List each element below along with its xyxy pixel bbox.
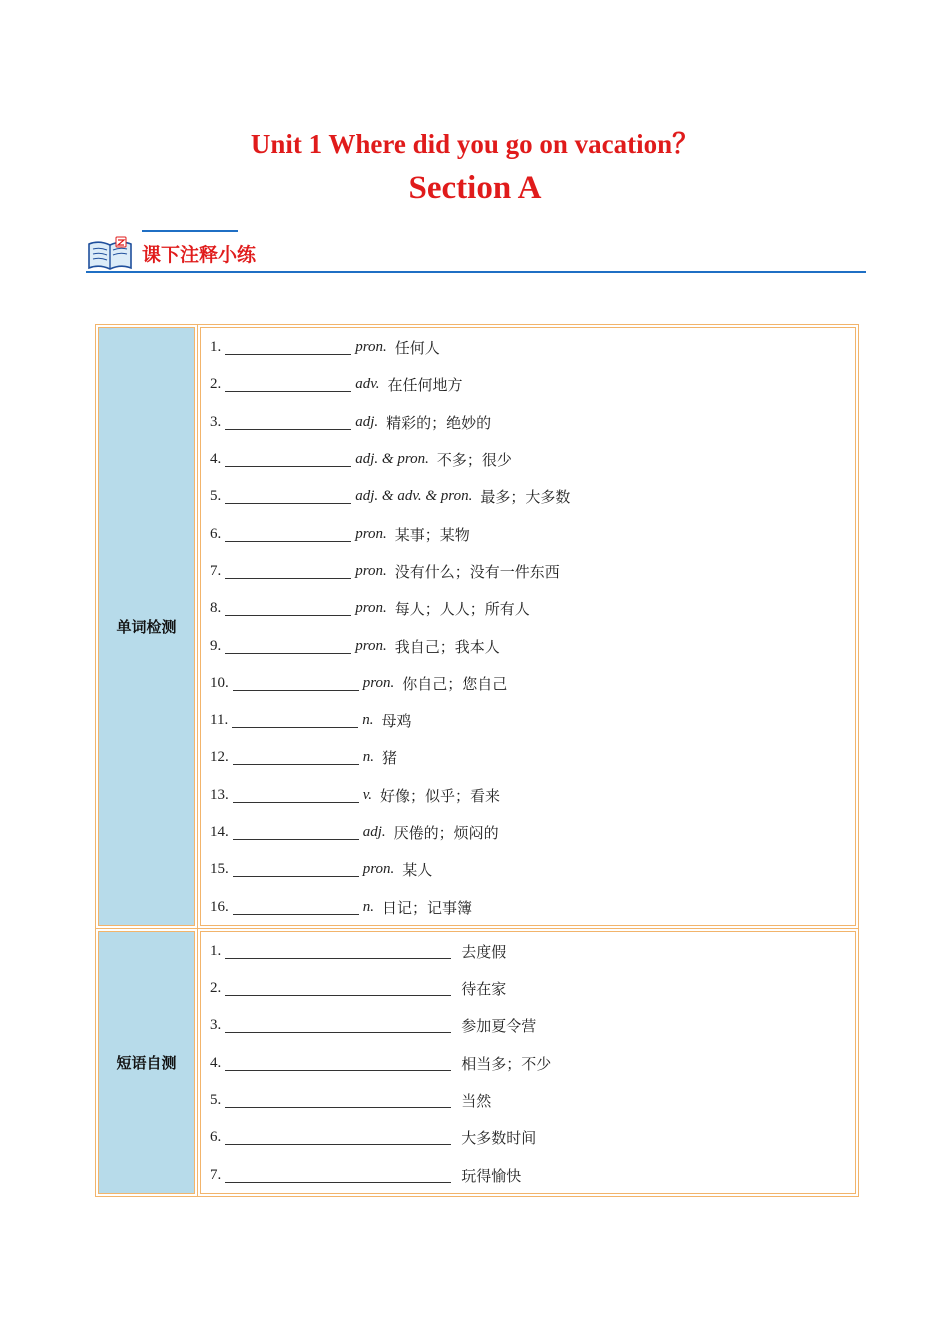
phrase-item xyxy=(210,933,858,970)
vocab-heading: 单词检测 xyxy=(96,325,198,928)
vocab-item xyxy=(210,814,858,851)
phrase-item xyxy=(210,1045,858,1082)
section-title: Section A xyxy=(408,170,542,206)
section-header xyxy=(86,228,866,276)
item-number: 5. xyxy=(210,1092,222,1109)
answer-blank[interactable] xyxy=(225,639,351,654)
item-number: 16. xyxy=(210,898,229,915)
item-number: 13. xyxy=(210,786,229,803)
meaning: 每人；人人；所有人 xyxy=(394,600,530,619)
phrase-item xyxy=(210,1157,858,1194)
meaning: 你自己；您自己 xyxy=(402,674,508,693)
meaning: 任何人 xyxy=(394,339,440,358)
item-number: 2. xyxy=(210,376,222,393)
item-number: 7. xyxy=(210,1166,222,1183)
part-of-speech: adj. xyxy=(362,824,386,840)
part-of-speech: n. xyxy=(362,898,374,915)
meaning: 相当多；不少 xyxy=(461,1054,552,1073)
answer-blank[interactable] xyxy=(233,750,359,765)
item-number: 4. xyxy=(210,451,222,468)
meaning: 没有什么；没有一件东西 xyxy=(394,562,560,581)
vocab-item xyxy=(210,665,858,702)
answer-blank[interactable] xyxy=(225,944,451,959)
item-number: 3. xyxy=(210,1017,222,1034)
open-book-icon xyxy=(86,234,134,272)
phrase-heading: 短语自测 xyxy=(96,929,198,1196)
answer-blank[interactable] xyxy=(225,1168,451,1183)
answer-blank[interactable] xyxy=(225,1093,451,1108)
phrase-item xyxy=(210,1119,858,1156)
part-of-speech: pron. xyxy=(362,861,395,878)
item-number: 6. xyxy=(210,525,222,542)
part-of-speech: pron. xyxy=(355,637,387,654)
vocab-item xyxy=(210,851,858,888)
answer-blank[interactable] xyxy=(225,452,351,467)
answer-blank[interactable] xyxy=(233,788,359,803)
vocab-item xyxy=(210,739,858,776)
answer-blank[interactable] xyxy=(225,489,351,504)
phrase-item xyxy=(210,970,858,1007)
answer-blank[interactable] xyxy=(225,1056,451,1071)
header-divider xyxy=(86,271,866,273)
meaning: 精彩的；绝妙的 xyxy=(386,413,492,432)
meaning: 不多；很少 xyxy=(436,451,512,470)
vocab-item xyxy=(210,590,858,627)
item-number: 5. xyxy=(210,488,222,505)
exercise-table xyxy=(95,324,859,1197)
meaning: 参加夏令营 xyxy=(461,1017,537,1036)
meaning: 去度假 xyxy=(461,942,507,961)
item-number: 6. xyxy=(210,1129,222,1146)
item-number: 1. xyxy=(210,339,222,356)
item-number: 3. xyxy=(210,413,222,430)
vocab-item xyxy=(210,404,858,441)
item-number: 11. xyxy=(210,712,229,729)
meaning: 厌倦的；烦闷的 xyxy=(393,824,499,842)
part-of-speech: adv. xyxy=(355,376,380,393)
item-number: 7. xyxy=(210,562,222,579)
vocab-item xyxy=(210,441,858,478)
part-of-speech: pron. xyxy=(355,600,387,617)
meaning: 当然 xyxy=(461,1092,492,1111)
meaning: 玩得愉快 xyxy=(461,1166,522,1185)
part-of-speech: pron. xyxy=(355,525,387,542)
answer-blank[interactable] xyxy=(225,1018,451,1033)
part-of-speech: adj. & adv. & pron. xyxy=(355,488,473,505)
part-of-speech: n. xyxy=(362,749,374,766)
phrase-list xyxy=(198,929,858,1196)
phrase-block xyxy=(96,929,858,1196)
meaning: 猪 xyxy=(382,749,398,768)
meaning: 日记；记事簿 xyxy=(382,898,473,917)
phrase-item xyxy=(210,1007,858,1044)
meaning: 待在家 xyxy=(461,980,507,999)
item-number: 14. xyxy=(210,824,229,840)
item-number: 2. xyxy=(210,980,222,997)
header-accent-line xyxy=(142,230,238,232)
meaning: 某人 xyxy=(402,861,433,880)
item-number: 9. xyxy=(210,637,222,654)
part-of-speech: adj. & pron. xyxy=(355,451,429,468)
item-number: 1. xyxy=(210,942,222,959)
item-number: 4. xyxy=(210,1054,222,1071)
meaning: 某事；某物 xyxy=(394,525,470,544)
meaning: 最多；大多数 xyxy=(480,488,571,507)
answer-blank[interactable] xyxy=(233,900,359,915)
section-label: 课下注释小练 xyxy=(142,244,257,266)
answer-blank[interactable] xyxy=(225,1130,451,1145)
vocab-item xyxy=(210,515,858,552)
phrase-item xyxy=(210,1082,858,1119)
answer-blank[interactable] xyxy=(233,676,359,691)
vocab-item xyxy=(210,478,858,515)
answer-blank[interactable] xyxy=(233,862,359,877)
meaning: 在任何地方 xyxy=(387,376,463,395)
answer-blank[interactable] xyxy=(225,377,351,392)
answer-blank[interactable] xyxy=(225,527,351,542)
part-of-speech: pron. xyxy=(355,562,387,579)
page-title: Unit 1 Where did you go on vacation？ xyxy=(250,129,700,159)
part-of-speech: pron. xyxy=(362,674,395,691)
vocab-item xyxy=(210,366,858,403)
answer-blank[interactable] xyxy=(225,564,351,579)
answer-blank[interactable] xyxy=(225,340,351,355)
item-number: 8. xyxy=(210,600,222,617)
vocab-list xyxy=(198,325,858,928)
vocab-block xyxy=(96,325,858,929)
answer-blank[interactable] xyxy=(225,601,351,616)
item-number: 12. xyxy=(210,749,229,766)
answer-blank[interactable] xyxy=(232,713,358,728)
meaning: 我自己；我本人 xyxy=(394,637,500,656)
vocab-item xyxy=(210,702,858,739)
vocab-item xyxy=(210,888,858,925)
vocab-item xyxy=(210,329,858,366)
meaning: 好像；似乎；看来 xyxy=(380,786,501,805)
item-number: 15. xyxy=(210,861,229,878)
meaning: 大多数时间 xyxy=(461,1129,537,1148)
part-of-speech: adj. xyxy=(355,413,379,430)
vocab-item xyxy=(210,627,858,664)
item-number: 10. xyxy=(210,674,229,691)
answer-blank[interactable] xyxy=(233,825,359,840)
answer-blank[interactable] xyxy=(225,981,451,996)
part-of-speech: n. xyxy=(362,712,374,729)
answer-blank[interactable] xyxy=(225,415,351,430)
vocab-item xyxy=(210,553,858,590)
meaning: 母鸡 xyxy=(381,712,412,731)
part-of-speech: pron. xyxy=(355,339,387,356)
vocab-item xyxy=(210,777,858,814)
part-of-speech: v. xyxy=(362,786,373,803)
